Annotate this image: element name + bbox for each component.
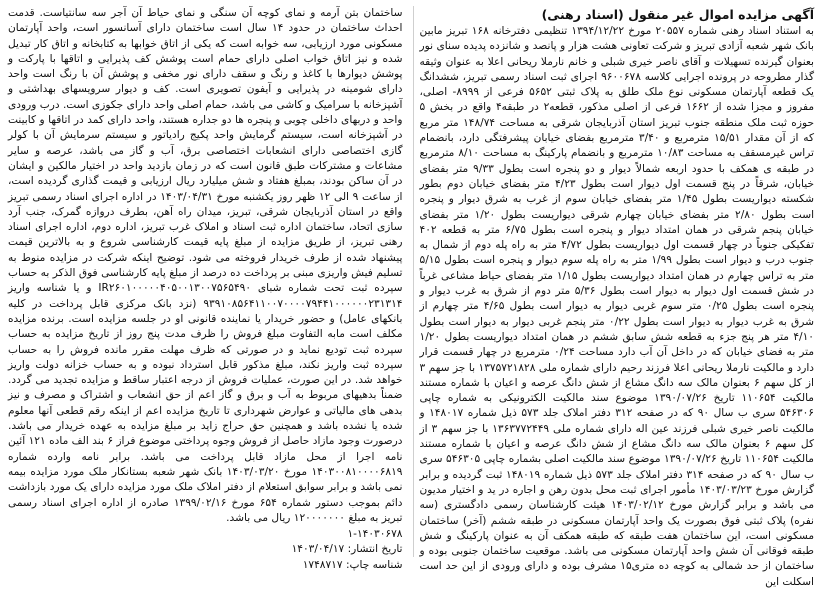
notice-footer	[8, 527, 403, 573]
notice-body-part-2: ساختمان بتن آرمه و نمای کوچه آن سنگی و نمای حیاط آن آجر سه سانتیاست. قدمت احداث ساختمان در حدود ۱۴ سال است ساختمان دارای آسانسور است، واحد آپارتمان مسکونی مورد ارزیابی، سه خوابه است که یکی از اتاق خوابها به کتابخانه و اتاق کار تبدیل شده و نیز اتاق خواب اصلی دارای حمام است پوشش کف پذیرایی و اتاقها با پارکت و پوشش دیوارها با کاغذ و رنگ و سقف دارای نور مخفی و پوشش آن با رنگ است واحد دارای شومینه در پذیرایی و آیفون تصویری است. کف و دیوار سرویسهای بهداشتی و آشپزخانه با سرامیک و کاشی می باشد، حمام اصلی واحد دارای جکوزی است. درب ورودی واحد و دربهای داخلی چوبی و پنجره ها دو جداره هستند، واحد دارای کمد در اتاقها و کابینت در آشپزخانه است، سیستم گرمایش واحد پکیج رادیاتور و سیستم سرمایش آن با کولر گازی اختصاصی دارای انشعابات اختصاصی برق، آب و گاز می باشد، عرصه و سایر مشاعات و مشترکات طبق قانون است که در زمان بازدید واحد در اختیار مالکین و ایشان در آن ساکن بودند، بمبلغ هفتاد و شش میلیارد ریال ارزیابی و قیمت گذاری گردیده است، از ساعت ۹ الی ۱۲ ظهر روز یکشنبه مورخ ۱۴۰۳/۰۴/۳۱ در اداره اجرای اسناد رسمی تبریز واقع در استان آذربایجان شرقی، تبریز، میدان راه آهن، بطرف دروازه گمرک، جنب آرد سازی اتحاد، ساختمان اداره ثبت اسناد و املاک غرب تبریز، اداره دوم، اداره اجرای اسناد رهنی تبریز، از طریق مزایده از مبلغ پایه قیمت کارشناسی شروع و به بالاترین قیمت پیشنهاد شده از طرف خریدار فروخته می شود. توضیح اینکه شرکت در مزایده منوط به تسلیم فیش واریزی مبنی بر پرداخت ده درصد از مبلغ پایه کارشناسی فوق الذکر به حساب سپرده ثبت تحت شماره شبای IR۲۶۰۱۰۰۰۰۰۴۰۵۰۰۱۳۰۰۷۵۶۵۴۹۰ و یا شناسه واریز ۹۳۹۱۰۸۵۶۴۱۱۰۰۷۰۰۰۰۷۹۴۴۱۰۰۰۰۰۰۲۳۱۳۱۴ (نزد بانک مرکزی قابل پرداخت در کلیه بانکهای عامل) و حضور خریدار یا نماینده قانونی او در جلسه مزایده است. برنده مزایده مکلف است مابه التفاوت مبلغ فروش را ظرف مدت پنج روز از تاریخ مزایده به حساب سپرده ثبت تودیع نماید و در صورتی که ظرف مهلت مقرر مانده فروش را به حساب سپرده ثبت واریز نکند، مبلغ مذکور قابل استرداد نبوده و به حساب خزانه دولت واریز خواهد شد. در این صورت، عملیات فروش از درجه اعتبار ساقط و مزایده تجدید می گردد. ضمناً بدهیهای مربوط به آب و برق و گاز اعم از حق انشعاب و اشتراک و مصرف و نیز بدهی های مالیاتی و عوارض شهرداری تا تاریخ مزایده اعم از اینکه رقم قطعی آنها معلوم شده یا نشده باشد و همچنین حق حراج زاید بر مبلغ مزایده به عهده خریدار می باشد. درصورت وجود مازاد حاصل از فروش وجوه پرداختی موضوع فراز ۶ بند الف ماده ۱۲۱ آئین نامه اجرا از محل مازاد قابل پرداخت می باشد. برابر نامه وارده شماره ۱۴۰۳۰۰۸۱۰۰۰۰۶۸۱۹ مورخ ۱۴۰۳/۰۳/۲۰ بانک شهر شعبه بستانکار ملک مورد مزایده بیمه نمی باشد و برابر سوابق استعلام از دفتر املاک ملک مورد مزایده دارای یک مورد بازداشت دائم بموجب دستور شماره ۶۵۴ مورخ ۱۳۹۹/۰۲/۱۶ صادره از اداره اجرای اسناد رسمی تبریز به مبلغ ۱۲۰۰۰۰۰۰۰ ریال می باشد.	[8, 7, 403, 524]
notice-body-part-1: به استناد اسناد رهنی شماره ۲۰۵۵۷ مورخ ۱۳۹۴/۱۲/۲۲ تنظیمی دفترخانه ۱۶۸ تبریز مابین بانک شهر شعبه آزادی تبریز و شرکت تعاونی هشت هزار و پانصد و شانزده پدیده سنای نور بعنوان گیرنده تسهیلات و آقای ناصر خیری شبلی و خانم نارملا ریحانی اعلا به عنوان وثیقه گذار مطروحه در پرونده اجرایی کلاسه ۹۶۰۰۶۷۸ اجرای ثبت اسناد رسمی تبریز، ششدانگ یک قطعه آپارتمان مسکونی نوع ملک طلق به پلاک ثبتی ۵۶۵۲ فرعی از ۸۹۹۹- اصلی، مفروز و مجزا شده از ۱۶۶۲ فرعی از اصلی مذکور، قطعه۲ در طبقه۴ واقع در بخش ۵ حوزه ثبت ملک منطقه جنوب تبریز استان آذربایجان شرقی به مساحت ۱۴۸/۷۴ متر مربع که از آن مقدار ۱۵/۵۱ مترمربع و ۳/۴۰ مترمربع بفضای خیابان پیشرفتگی دارد، بانضمام تراس غیرمسقف به مساحت ۱۰/۸۳ مترمربع و بانضمام پارکینگ به مساحت ۸/۱۰ مترمربع در طبقه ی همکف با حدود اربعه شمالاً دیوار و دو پنجره است بطول ۹/۳۳ متر بفضای خیابان، شرقاً در پنج قسمت اول دیوار است بطول ۴/۲۳ متر بفضای خیابان دوم بطور شکسته دیواریست بطول ۱/۴۵ متر بفضای خیابان سوم از غرب به شرق دیوار و پنجره است بطول ۲/۸۰ متر بفضای خیابان چهارم شرقی دیواریست بطول ۱/۲۰ متر بفضای خیابان پنجم شرقی در همان امتداد دیوار و پنجره است بطول ۶/۷۵ متر به قطعه ۴۰۲ تفکیکی جنوباً در چهار قسمت اول دیواریست بطول ۴/۷۲ متر به راه پله دوم از شمال به جنوب درب و دیوار است بطول ۱/۹۹ متر به راه پله سوم دیوار و پنجره است بطول ۵/۱۵ متر به تراس چهارم در همان امتداد دیواریست بطول ۱/۱۵ متر بفضای حیاط مشاعی غرباً در شش قسمت اول دیوار به دیوار است بطول ۵/۳۶ متر دوم از شرق به غرب دیوار و پنجره است بطول ۰/۲۵ متر سوم غربی دیوار به دیوار است بطول ۴/۶۵ متر چهارم از شرق به غرب دیوار به دیوار است بطول ۰/۲۲ متر پنجم غربی دیوار به دیوار است بطول ۴/۱۰ متر هر پنج جزء به قطعه شش سابق ششم در همان امتداد دیواریست بطول ۱/۲۰ متر به فضای خیابان که در داخل آن آب دارد مساحت ۰/۲۴ مترمربع در چهار قسمت قرار دارد و مالکیت نارملا ریحانی اعلا فرزند رحیم دارای شماره ملی ۱۳۷۵۷۲۱۸۲۸ با جز سهم ۳ از کل سهم ۶ بعنوان مالک سه دانگ مشاع از شش دانگ عرصه و اعیان با شماره مستند مالکیت ۱۱۰۶۵۴ تاریخ ۱۳۹۰/۰۷/۲۶ موضوع سند مالکیت الکترونیکی به شماره چاپی ۵۴۶۳۰۶ سری ب سال ۹۰ که در صفحه ۳۱۲ دفتر املاک جلد ۵۷۳ ذیل شماره ۱۴۸۰۱۷ و مالکیت ناصر خیری شبلی فرزند عین اله دارای شماره ملی ۱۳۶۳۷۷۲۴۴۹ با جز سهم ۳ از کل سهم ۶ بعنوان مالک سه دانگ مشاع از شش دانگ عرصه و اعیان با شماره مستند مالکیت ۱۱۰۶۵۴ تاریخ ۱۳۹۰/۰۷/۲۶ موضوع سند مالکیت اصلی بشماره چاپی ۵۴۶۳۰۵ سری ب سال ۹۰ که در صفحه ۳۱۴ دفتر املاک جلد ۵۷۳ ذیل شماره ۱۴۸۰۱۹ ثبت گردیده و برابر گزارش مورخ ۱۴۰۳/۰۳/۲۳ مأمور اجرای ثبت محل بدون رهن و اجاره در ید و اختیار مدیون می باشد و برابر گزارش مورخ ۱۴۰۳/۰۲/۱۲ هیئت کارشناسان رسمی دادگستری (سه نفره) پلاک ثبتی فوق بصورت یک واحد آپارتمان مسکونی در طبقه ششم (آخر) ساختمان مسکونی است، این ساختمان هفت طبقه که طبقه همکف آن به عنوان پارکینگ و شش طبقه فوقانی آن شش واحد آپارتمان مسکونی می باشد. موقعیت ساختمان جنوبی بوده و ساختمان از حد شمالی به کوچه ده متری۱۵ مشرف بوده و دارای ورودی از این حد است اسکلت این	[419, 25, 815, 588]
notice-column-left	[8, 6, 403, 571]
notice-column-right	[413, 6, 815, 588]
publish-date: تاریخ انتشار: ۱۴۰۳/۰۴/۱۷	[291, 543, 403, 556]
file-number: ۱-۱۴۰۳۰۶۷۸	[347, 528, 403, 541]
print-id: شناسه چاپ: ۱۷۴۸۷۱۷	[302, 558, 403, 571]
notice-title: آگهی مزایده اموال غیر منقول (اسناد رهنی)	[541, 7, 814, 22]
